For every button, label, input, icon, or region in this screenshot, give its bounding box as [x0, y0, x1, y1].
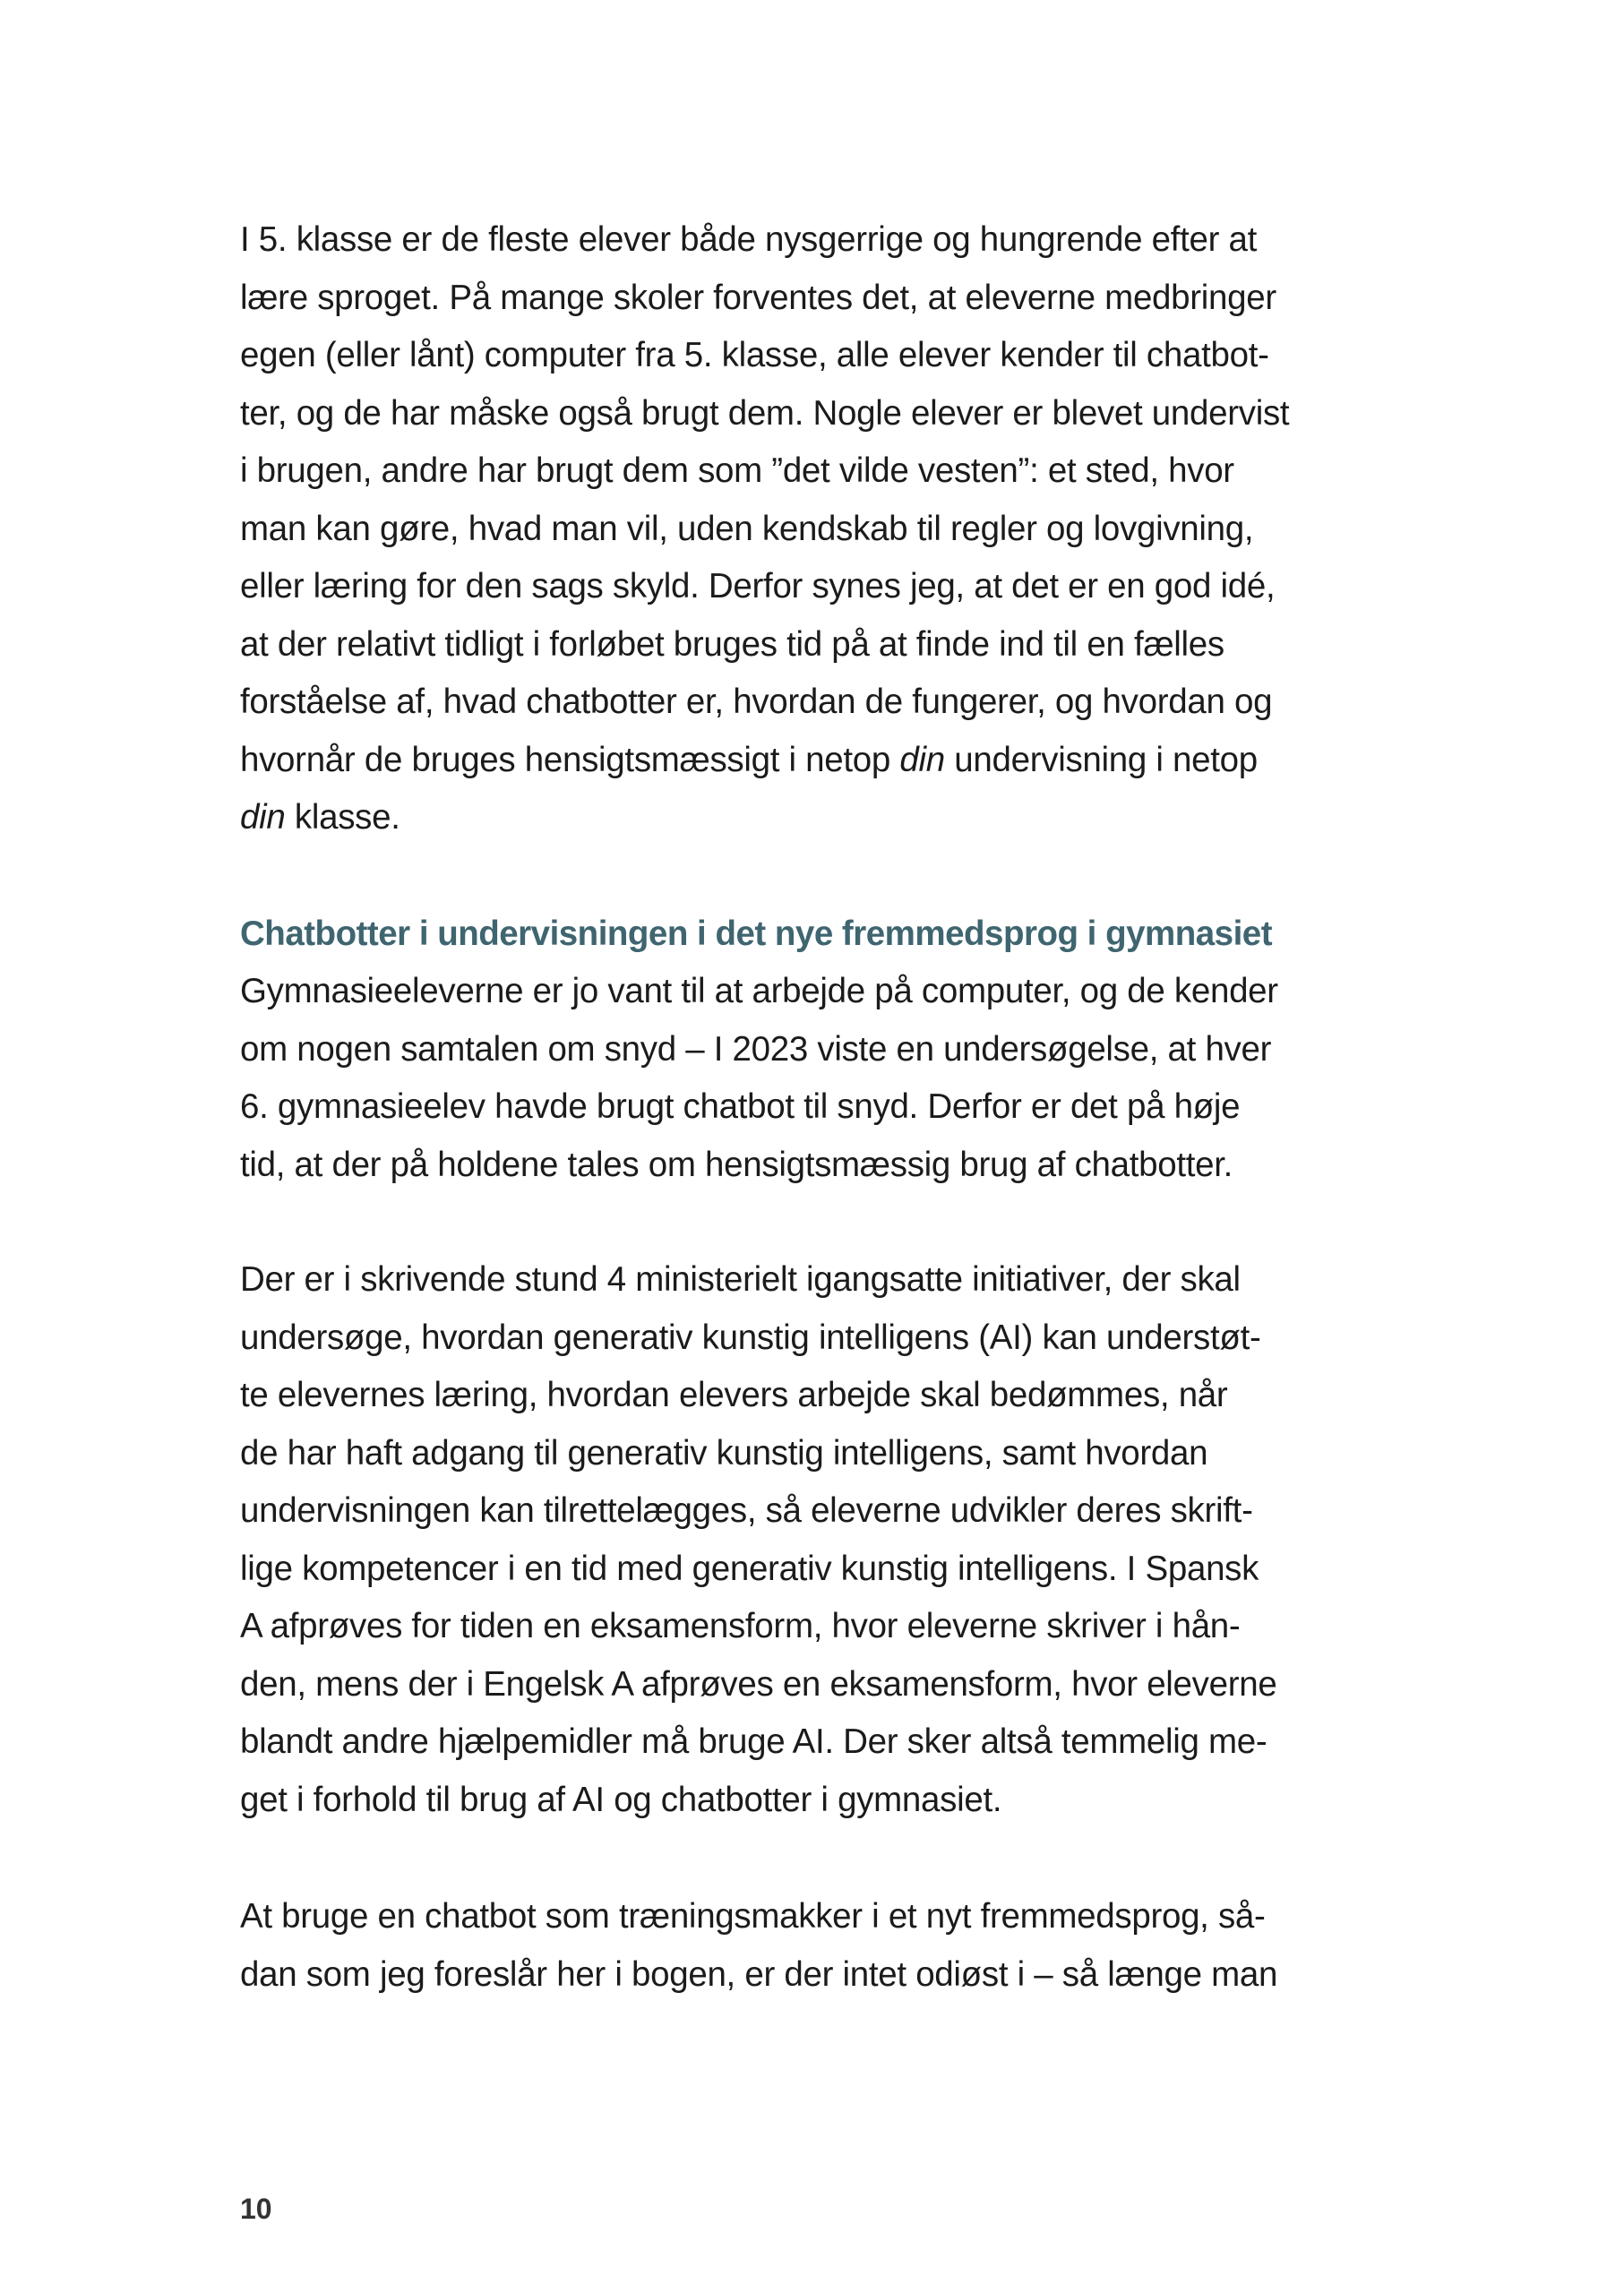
paragraph-training-partner	[240, 1888, 1405, 2004]
text-line: de har haft adgang til generativ kunstig intelligens, samt hvordan	[240, 1433, 1208, 1473]
page-number: 10	[240, 2193, 272, 2225]
text-line: undervisningen kan tilrettelægges, så eleverne udvikler deres skrift-	[240, 1491, 1253, 1530]
paragraph-intro	[240, 211, 1405, 847]
text-line: te elevernes læring, hvordan elevers arbejde skal bedømmes, når	[240, 1376, 1228, 1414]
text-line: dan som jeg foreslår her i bogen, er der intet odiøst i – så længe man	[240, 1954, 1278, 1994]
text-line: Gymnasieeleverne er jo vant til at arbejde på computer, og de kender	[240, 972, 1278, 1010]
text-line: i brugen, andre har brugt dem som ”det vilde vesten”: et sted, hvor	[240, 451, 1234, 490]
text-line: A afprøves for tiden en eksamensform, hvor eleverne skriver i hån-	[240, 1607, 1241, 1645]
text-line: at der relativt tidligt i forløbet bruges tid på at finde ind til en fælles	[240, 624, 1224, 664]
text-run: undervisning i netop	[944, 740, 1258, 779]
section-heading: Chatbotter i undervisningen i det nye fremmedsprog i gymnasiet	[240, 915, 1273, 953]
text-line: blandt andre hjælpemidler må bruge AI. Der sker altså temmelig me-	[240, 1722, 1267, 1761]
text-run: hvornår de bruges hensigtsmæssigt i netop	[240, 740, 900, 779]
text-line	[240, 789, 1405, 847]
text-line: den, mens der i Engelsk A afprøves en eksamensform, hvor eleverne	[240, 1664, 1277, 1704]
text-line: tid, at der på holdene tales om hensigtsmæssig brug af chatbotter.	[240, 1145, 1233, 1184]
text-line: lære sproget. På mange skoler forventes det, at eleverne medbringer	[240, 278, 1276, 317]
text-line: get i forhold til brug af AI og chatbotter i gymnasiet.	[240, 1780, 1002, 1819]
text-line: 6. gymnasieelev havde brugt chatbot til snyd. Derfor er det på høje	[240, 1087, 1241, 1126]
text-line: egen (eller lånt) computer fra 5. klasse, alle elever kender til chatbot-	[240, 336, 1269, 374]
text-line: om nogen samtalen om snyd – I 2023 viste en undersøgelse, at hver	[240, 1029, 1272, 1069]
paragraph-gymnasium	[240, 963, 1405, 1194]
text-line: lige kompetencer i en tid med generativ kunstig intelligens. I Spansk	[240, 1549, 1259, 1588]
text-line: Der er i skrivende stund 4 ministerielt igangsatte initiativer, der skal	[240, 1260, 1241, 1299]
text-line: undersøge, hvordan generativ kunstig intelligens (AI) kan understøt-	[240, 1318, 1261, 1357]
emphasis-din: din	[899, 740, 945, 779]
text-line: ter, og de har måske også brugt dem. Nogle elever er blevet undervist	[240, 393, 1290, 433]
emphasis-din: din	[240, 798, 286, 837]
text-line: At bruge en chatbot som træningsmakker i et nyt fremmedsprog, så-	[240, 1897, 1266, 1936]
text-line: forståelse af, hvad chatbotter er, hvordan de fungerer, og hvordan og	[240, 683, 1273, 721]
text-line	[240, 732, 1405, 790]
text-line: man kan gøre, hvad man vil, uden kendskab til regler og lovgivning,	[240, 509, 1254, 548]
text-line: eller læring for den sags skyld. Derfor synes jeg, at det er en god idé,	[240, 567, 1276, 605]
text-line: I 5. klasse er de fleste elever både nysgerrige og hungrende efter at	[240, 220, 1258, 259]
paragraph-initiatives	[240, 1251, 1405, 1829]
text-run: klasse.	[285, 798, 400, 837]
